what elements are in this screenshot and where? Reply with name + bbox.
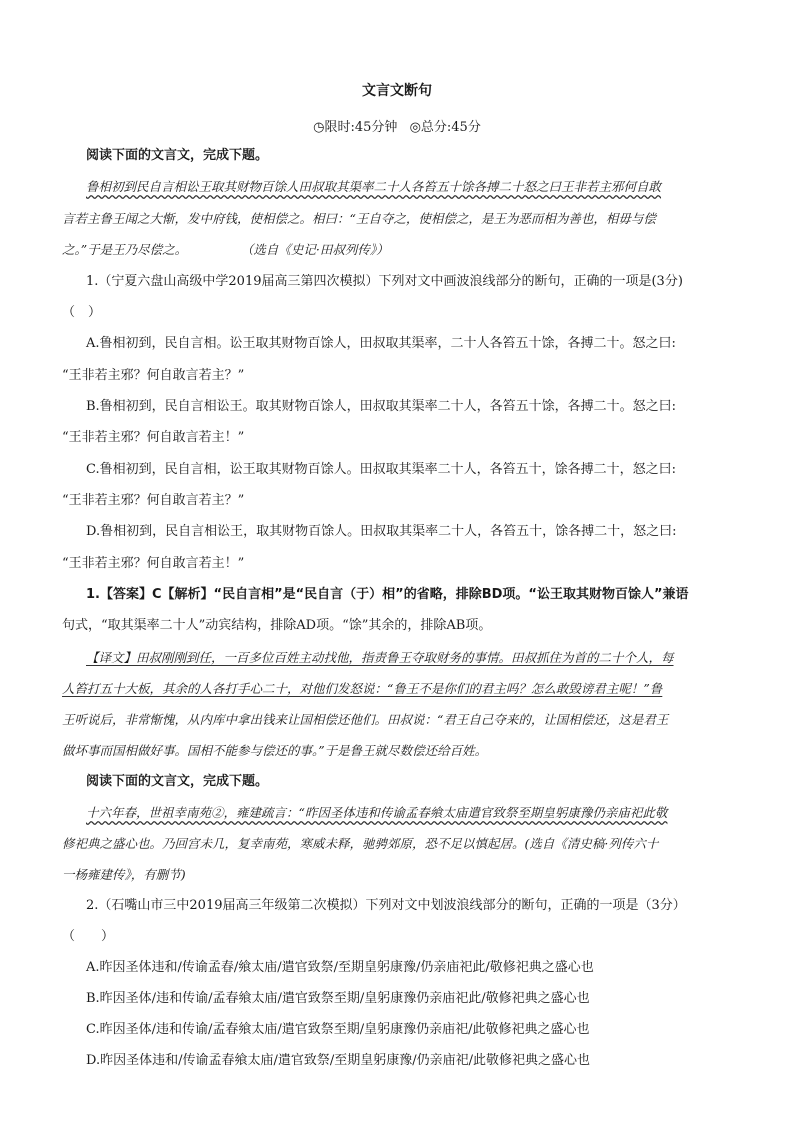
translation-line3: 王听说后，非常惭愧，从内库中拿出钱来让国相偿还他们。田叔说：“君王自己夺来的，让国相偿还，这是君王 xyxy=(62,712,669,727)
passage1-line2: 言若主鲁王闻之大惭，发中府钱，使相偿之。相曰：“王自夺之，使相偿之，是王为恶而相为善也，相毋与偿 xyxy=(62,211,656,226)
q2-option-b: B.昨因圣体/违和传谕/孟春飨太庙/遣官致祭至期/皇躬康豫仍亲庙祀此/敬修祀典之盛心也 xyxy=(86,991,590,1006)
q1-option-c: C.鲁相初到，民自言相，讼王取其财物百馀人。田叔取其渠率二十人，各笞五十，馀各搏二十，怒之曰: xyxy=(86,462,676,477)
translation-line1 xyxy=(86,648,742,668)
q1-option-d-cont: “王非若主邪？何自敢言若主！” xyxy=(62,556,245,571)
passage1-line1 xyxy=(86,177,742,197)
q1-option-b-cont: “王非若主邪？何自敢言若主！” xyxy=(62,430,245,445)
q1-paren: （ ） xyxy=(62,305,102,320)
q1-stem: 1.（宁夏六盘山高级中学2019届高三第四次模拟）下列对文中画波浪线部分的断句，正确的一项是(3分) xyxy=(86,274,683,289)
section1-instruction: 阅读下面的文言文，完成下题。 xyxy=(86,148,269,163)
q2-option-a: A.昨因圣体违和/传谕孟春/飨太庙/遣官致祭/至期皇躬康豫/仍亲庙祀此/敬修祀典之盛心也 xyxy=(86,960,594,975)
translation-line4: 做坏事而国相做好事。国相不能参与偿还的事。”于是鲁王就尽数偿还给百姓。 xyxy=(62,743,488,758)
passage1-line3-text: 之。”于是王乃尽偿之。 xyxy=(62,242,188,257)
q1-option-a: A.鲁相初到，民自言相。讼王取其财物百馀人，田叔取其渠率，二十人各笞五十馀，各搏二十。怒之曰: xyxy=(86,336,676,351)
meta-line xyxy=(0,116,794,135)
passage2-line3: 一杨雍建传》，有删节) xyxy=(62,867,186,882)
q1-option-a-cont: “王非若主邪？何自敢言若主？” xyxy=(62,368,245,383)
q1-option-b: B.鲁相初到，民自言相讼王。取其财物百馀人，田叔取其渠率二十人，各笞五十馀，各搏二十。怒之曰: xyxy=(86,399,677,414)
q1-option-c-cont: “王非若主邪？何自敢言若主？” xyxy=(62,493,245,508)
q2-option-c: C.昨因圣体/违和传谕/孟春飨太庙/遣官致祭至期/皇躬康豫仍亲庙祀/此敬修祀典之盛心也 xyxy=(86,1022,590,1037)
wavy-underlined-text: 鲁相初到民自言相讼王取其财物百馀人田叔取其渠率二十人各笞五十馀各搏二十怒之曰王非若主邪何自敢 xyxy=(86,179,662,194)
passage2-line1 xyxy=(86,803,742,823)
total-score: ◎总分:45分 xyxy=(409,120,481,135)
q1-option-d: D.鲁相初到，民自言相讼王，取其财物百馀人。田叔取其渠率二十人，各笞五十，馀各搏二十，怒之曰: xyxy=(86,524,677,539)
passage2-line1-text: 十六年春，世祖幸南苑②，雍建疏言：“昨因圣体违和传谕孟春飨太庙遣官致祭至期皇躬康豫仍亲庙祀此敬 xyxy=(86,805,668,820)
page-title: 文言文断句 xyxy=(362,83,432,99)
translation-line1-text: 【译文】田叔刚刚到任，一百多位百姓主动找他，指责鲁王夺取财务的事情。田叔抓住为首的二十个人，每 xyxy=(86,650,674,665)
time-limit: ◷限时:45分钟 xyxy=(313,120,398,135)
translation-line2-text: 人笞打五十大板，其余的人各打手心二十，对他们发怒说：“鲁王不是你们的君主吗？怎么敢毁谤君主呢！”鲁 xyxy=(62,681,663,696)
q1-answer: 1.【答案】C【解析】“民自言相”是“民自言（于）相”的省略，排除BD项。“讼王取其财物百馀人”兼语 xyxy=(86,587,689,602)
q2-paren: （ ） xyxy=(62,929,115,944)
translation-line2 xyxy=(62,679,742,699)
q2-stem: 2.（石嘴山市三中2019届高三年级第二次模拟）下列对文中划波浪线部分的断句，正确的一项是（3分） xyxy=(86,898,686,913)
passage1-source: （选自《史记·田叔列传》） xyxy=(247,242,389,257)
passage2-line2: 修祀典之盛心也。乃回宫未几，复幸南苑，寒威未释，驰骋郊原，恐不足以慎起居。(选自《清史稿·列传六十 xyxy=(62,836,659,851)
passage1-line3 xyxy=(62,240,742,260)
section2-instruction: 阅读下面的文言文，完成下题。 xyxy=(86,774,269,789)
q1-answer-cont: 句式，“取其渠率二十人”动宾结构，排除AD项。“馀”其余的，排除AB项。 xyxy=(62,618,492,633)
q2-option-d: D.昨因圣体违和/传谕孟春飨太庙/遣官致祭/至期皇躬康豫/仍亲庙祀/此敬修祀典之盛心也 xyxy=(86,1053,590,1068)
